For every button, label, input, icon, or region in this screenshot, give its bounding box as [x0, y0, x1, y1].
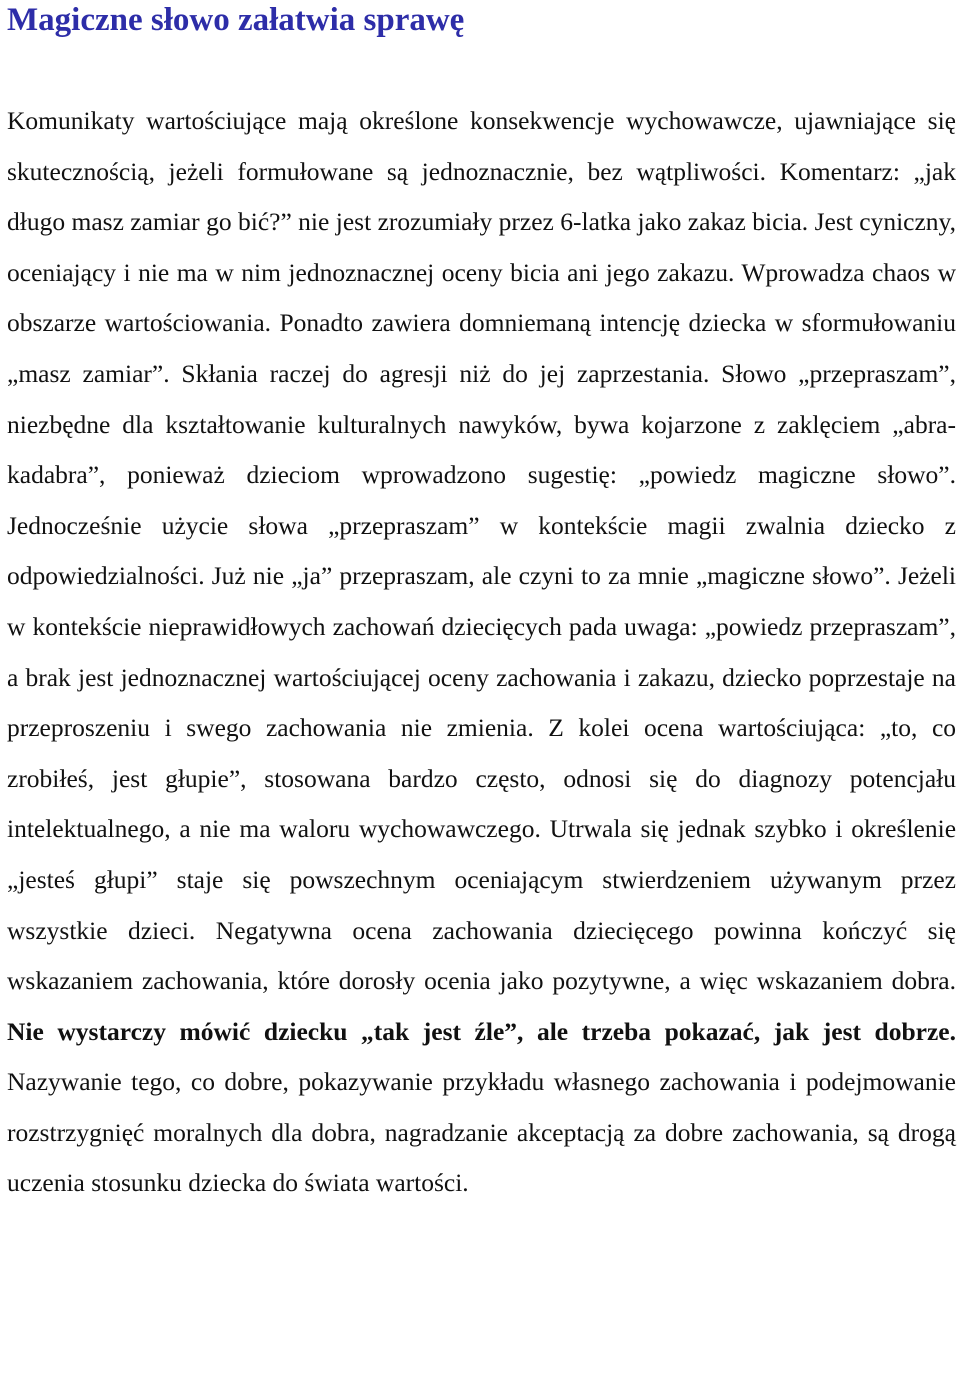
document-title: Magiczne słowo załatwia sprawę: [7, 2, 465, 38]
sentence-10: Jeżeli w kontekście nieprawidłowych zachowań dziecięcych pada uwaga: „powiedz przepraszam”, a brak jest jednoznacznej wartościującej oceny zachowania i zakazu, dziecko poprzestaje na przeproszeniu i swego zachowania nie zmienia.: [7, 561, 957, 743]
sentence-11: Z kolei ocena wartościująca: „to, co zrobiłeś, jest głupie”, stosowana bardzo często, odnosi się do diagnozy potencjału intelektualnego, a nie ma waloru wychowawczego.: [7, 713, 957, 844]
sentence-12: Utrwala się jednak szybko i określenie „jesteś głupi” staje się powszechnym oceniającym stwierdzeniem używanym przez wszystkie dzieci.: [7, 814, 957, 945]
sentence-6: Skłania raczej do agresji niż do jej zaprzestania.: [181, 358, 710, 388]
sentence-1: Komunikaty wartościujące mają określone konsekwencje wychowawcze, ujawniające się skutecznością, jeżeli formułowane są jednoznacznie, bez wątpliwości.: [7, 106, 956, 186]
sentence-4: Wprowadza chaos w obszarze wartościowania.: [7, 257, 956, 338]
sentence-2: Komentarz: „jak długo masz zamiar go bić?” nie jest zrozumiały przez 6-latka jako zakaz bicia.: [7, 156, 957, 237]
body-paragraph: [7, 96, 956, 1209]
sentence-13: Negatywna ocena zachowania dziecięcego powinna kończyć się wskazaniem zachowania, które dorosły ocenia jako pozytywne, a więc wskazaniem dobra.: [7, 915, 956, 996]
sentence-14: Nazywanie tego, co dobre, pokazywanie przykładu własnego zachowania i podejmowanie rozstrzygnięć moralnych dla dobra, nagradzanie akceptacją za dobre zachowania, są drogą uczenia stosunku dziecka do świata wartości.: [7, 1067, 956, 1198]
sentence-7: Słowo „przepraszam”, niezbędne dla kształtowanie kulturalnych nawyków, bywa kojarzone z zaklęciem „abra-kadabra”, ponieważ dzieciom wprowadzono sugestię: „powiedz magiczne słowo”.: [7, 358, 957, 490]
sentence-3: Jest cyniczny, oceniający i nie ma w nim jednoznacznej oceny bicia ani jego zakazu.: [7, 207, 957, 287]
sentence-8: Jednocześnie użycie słowa „przepraszam” w kontekście magii zwalnia dziecko z odpowiedzialności.: [7, 510, 956, 591]
sentence-5: Ponadto zawiera domniemaną intencję dziecka w sformułowaniu „masz zamiar”.: [7, 308, 957, 388]
bold-emphasis: Nie wystarczy mówić dziecku „tak jest źle”, ale trzeba pokazać, jak jest dobrze.: [7, 1016, 956, 1046]
sentence-9: Już nie „ja” przepraszam, ale czyni to za mnie „magiczne słowo”.: [211, 561, 891, 591]
